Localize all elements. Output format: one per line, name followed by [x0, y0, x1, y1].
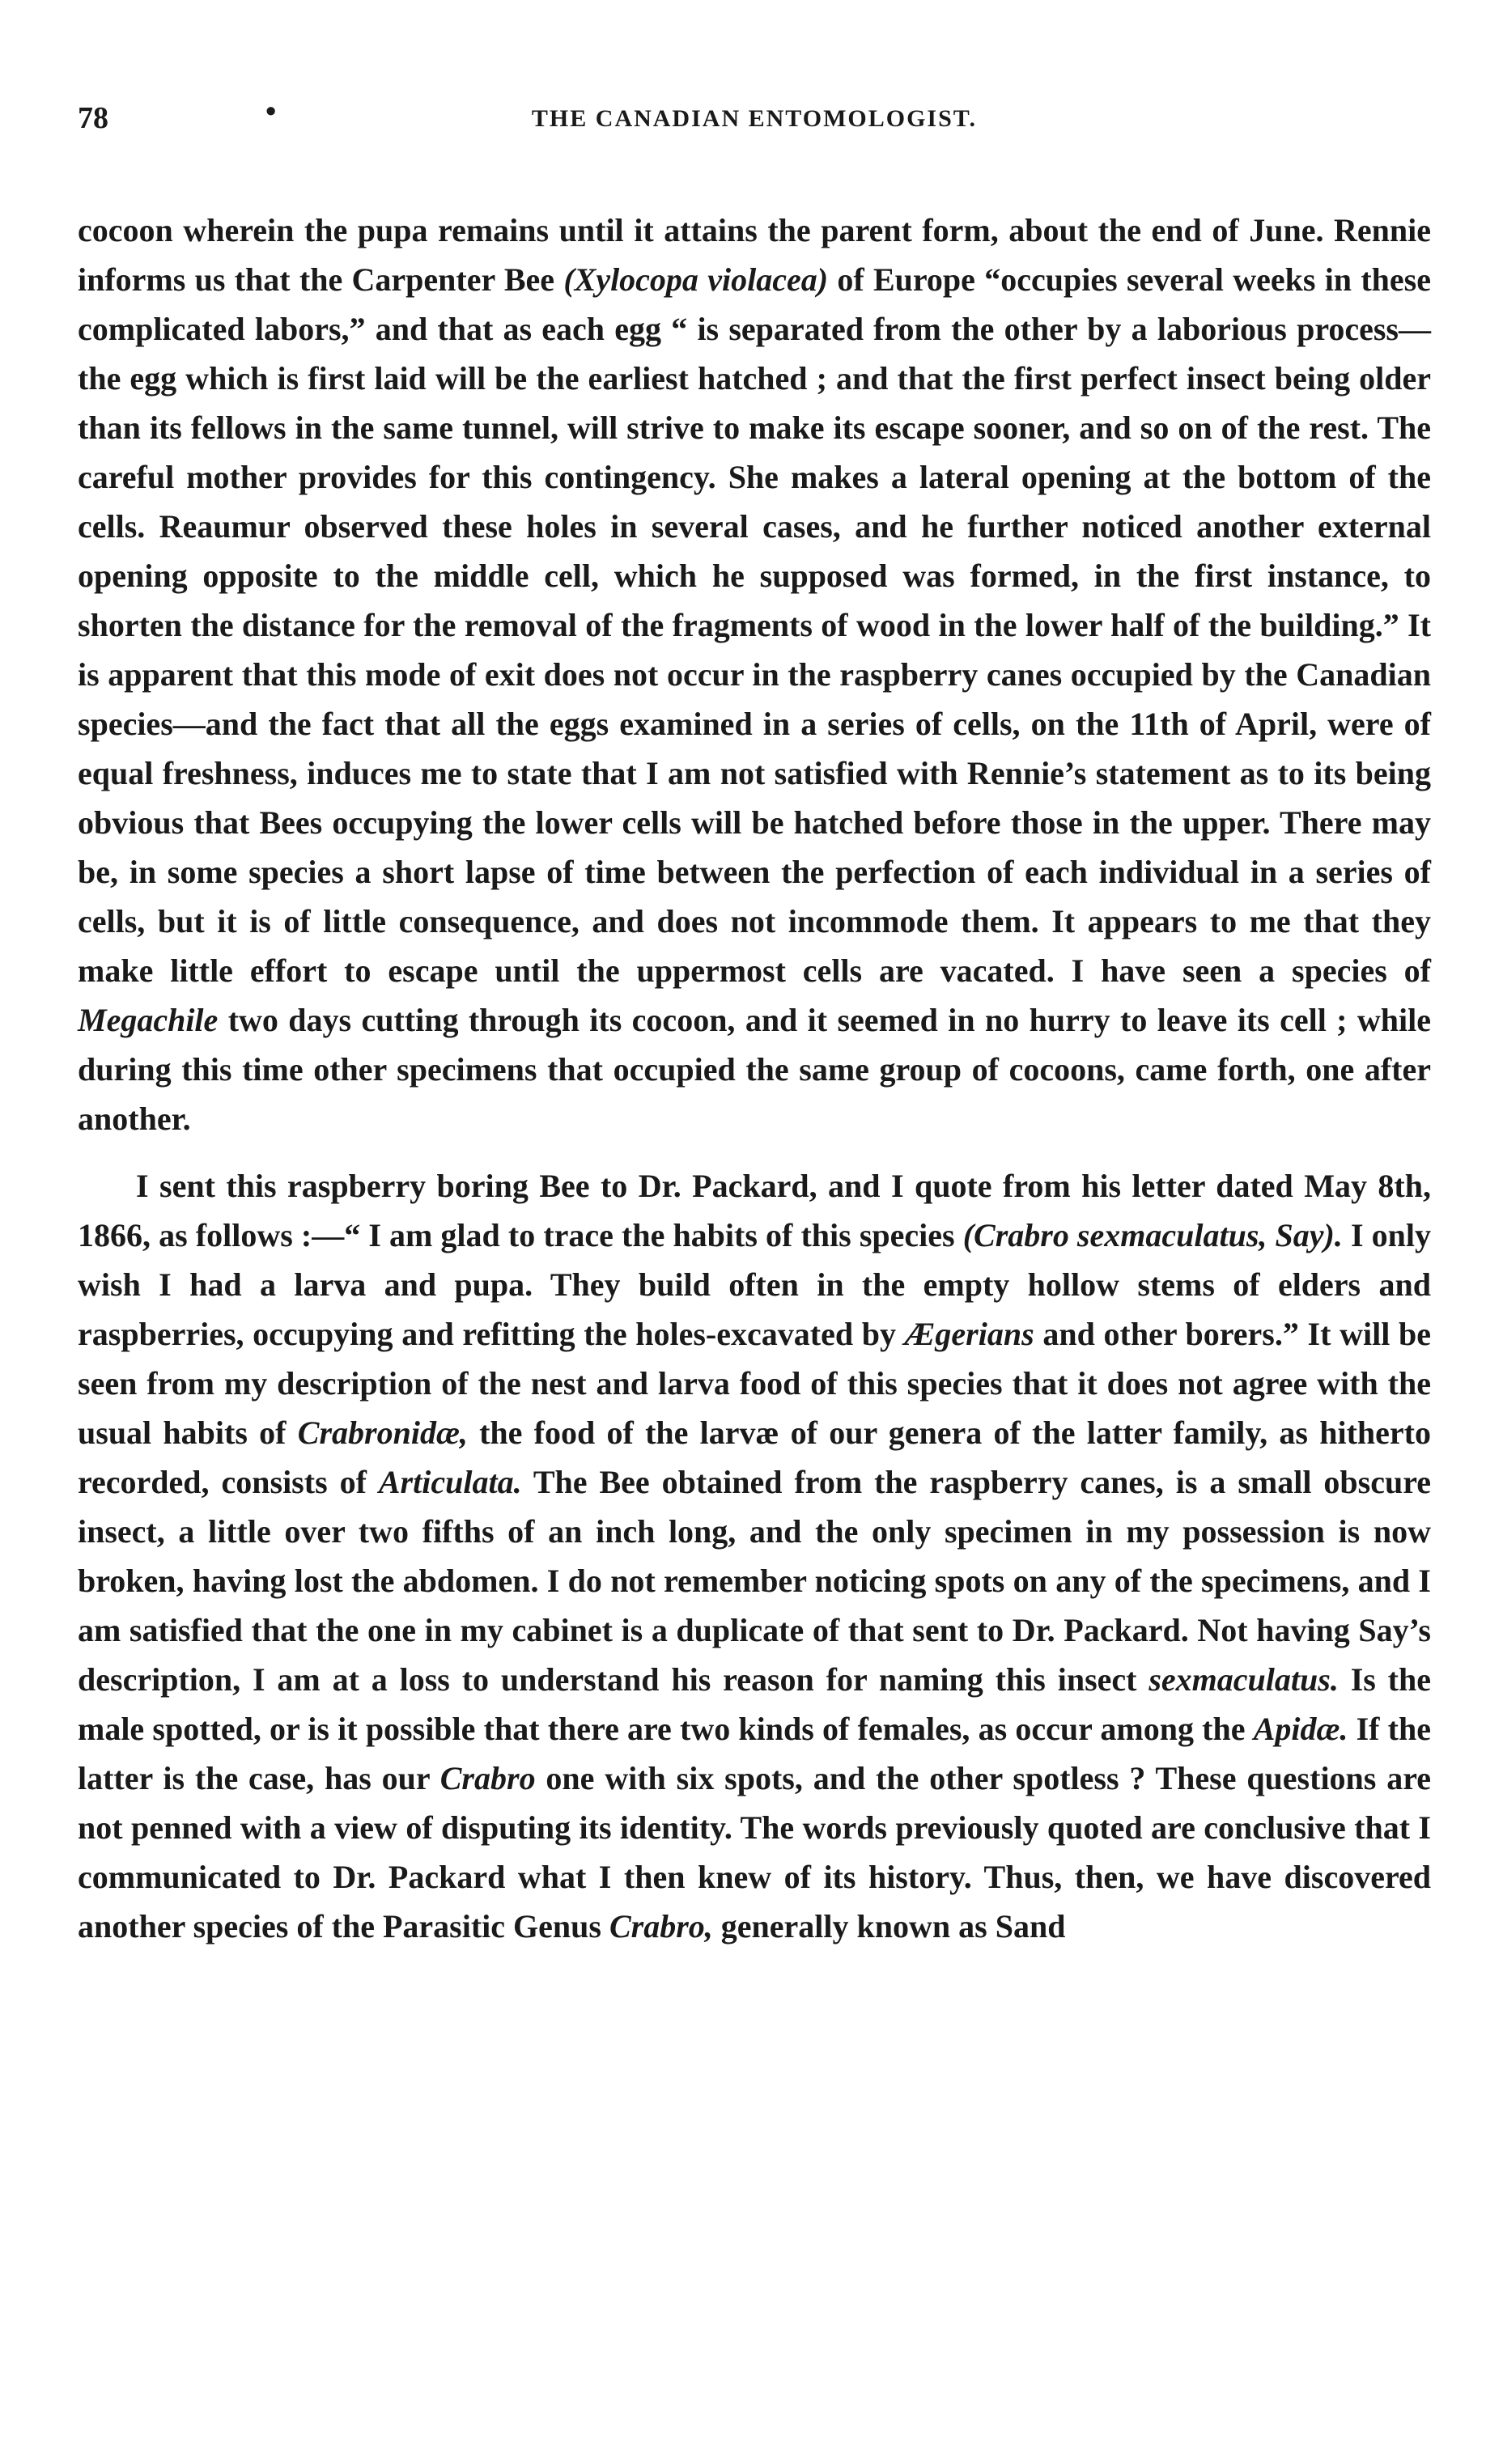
body-text — [78, 206, 1431, 1951]
document-page — [78, 95, 1432, 1951]
text-run: The Bee obtained from the raspberry canes, is a small obscure insect, a little over two fifths of an inch long, and the only specimen in my possession is now broken, having lost the abdomen. I do not remember noticing spots on any of the specimens, and I am satisfied that the one in my cabinet is a duplicate of that sent to Dr. Packard. Not having Say’s description, I am at a loss to understand his reason for naming this insect — [78, 1464, 1431, 1698]
page-number: 78 — [78, 101, 108, 135]
text-run: I only wish I had a larva and pupa. They build often in the empty hollow stems of elders and raspberries, occupying and refitting the holes-excavated by — [78, 1217, 1431, 1352]
header-dot: • — [265, 95, 277, 129]
text-run: of Europe “occupies several weeks in these complicated labors,” and that as each egg “ is separated from the other by a laborious process—the egg which is first laid will be the earliest hatched ; and that the first perfect insect being older than its fellows in the same tunnel, will strive to make its escape sooner, and so on of the rest. The careful mother provides for this contingency. She makes a lateral opening at the bottom of the cells. Reaumur observed these holes in several cases, and he further noticed another external opening opposite to the middle cell, which he supposed was formed, in the first instance, to shorten the distance for the removal of the fragments of wood in the lower half of the building.” It is apparent that this mode of exit does not occur in the raspberry canes occupied by the Canadian species—and the fact that all the eggs examined in a series of cells, on the 11th of April, were of equal freshness, induces me to state that I am not satisfied with Rennie’s statement as to its being obvious that Bees occupying the lower cells will be hatched before those in the upper. There may be, in some species a short lapse of time between the perfection of each individual in a series of cells, but it is of little consequence, and does not incommode them. It appears to me that they make little effort to escape until the uppermost cells are vacated. I have seen a species of — [78, 261, 1431, 989]
text-run: I sent this raspberry boring Bee to Dr. Packard, and I quote from his letter dated May 8th, 1866, as follows :—“ I am glad to trace the habits of this species — [78, 1168, 1431, 1253]
italic-term: Articulata. — [378, 1464, 522, 1500]
italic-term: Megachile — [78, 1002, 219, 1038]
italic-term: Crabronidæ, — [297, 1414, 468, 1451]
italic-term: (Xylocopa violacea) — [563, 261, 829, 298]
text-run: generally known as Sand — [712, 1908, 1066, 1944]
italic-term: Crabro — [439, 1760, 536, 1796]
running-head — [78, 95, 1431, 149]
italic-term: Ægerians — [904, 1316, 1034, 1352]
italic-term: Apidæ. — [1253, 1711, 1348, 1747]
italic-term: sexmaculatus. — [1148, 1661, 1339, 1698]
text-run: two days cutting through its cocoon, and it seemed in no hurry to leave its cell ; while during this time other specimens that occupied the same group of cocoons, came forth, one after another. — [78, 1002, 1431, 1137]
text-run: one with six spots, and the other spotless ? These questions are not penned with a view of disputing its identity. The words previously quoted are conclusive that I communicated to Dr. Packard what I then knew of its history. Thus, then, we have discovered another species of the Parasitic Genus — [78, 1760, 1431, 1944]
italic-term: Crabro, — [609, 1908, 713, 1944]
text-run: Is the male spotted, or is it possible that there are two kinds of females, as occur among the — [78, 1661, 1431, 1747]
text-run: If the latter is the case, has our — [78, 1711, 1431, 1796]
journal-title: THE CANADIAN ENTOMOLOGIST. — [531, 105, 978, 132]
text-run: cocoon wherein the pupa remains until it attains the parent form, about the end of June. Rennie informs us that the Carpenter Bee — [78, 212, 1431, 298]
text-run: the food of the larvæ of our genera of the latter family, as hitherto recorded, consists of — [78, 1414, 1432, 1500]
paragraph-continued — [78, 206, 1431, 1143]
paragraph-packard-letter — [78, 1161, 1431, 1951]
text-run: and other borers.” It will be seen from my description of the nest and larva food of this species that it does not agree with the usual habits of — [78, 1316, 1431, 1451]
italic-term: (Crabro sexmaculatus, Say). — [962, 1217, 1343, 1253]
